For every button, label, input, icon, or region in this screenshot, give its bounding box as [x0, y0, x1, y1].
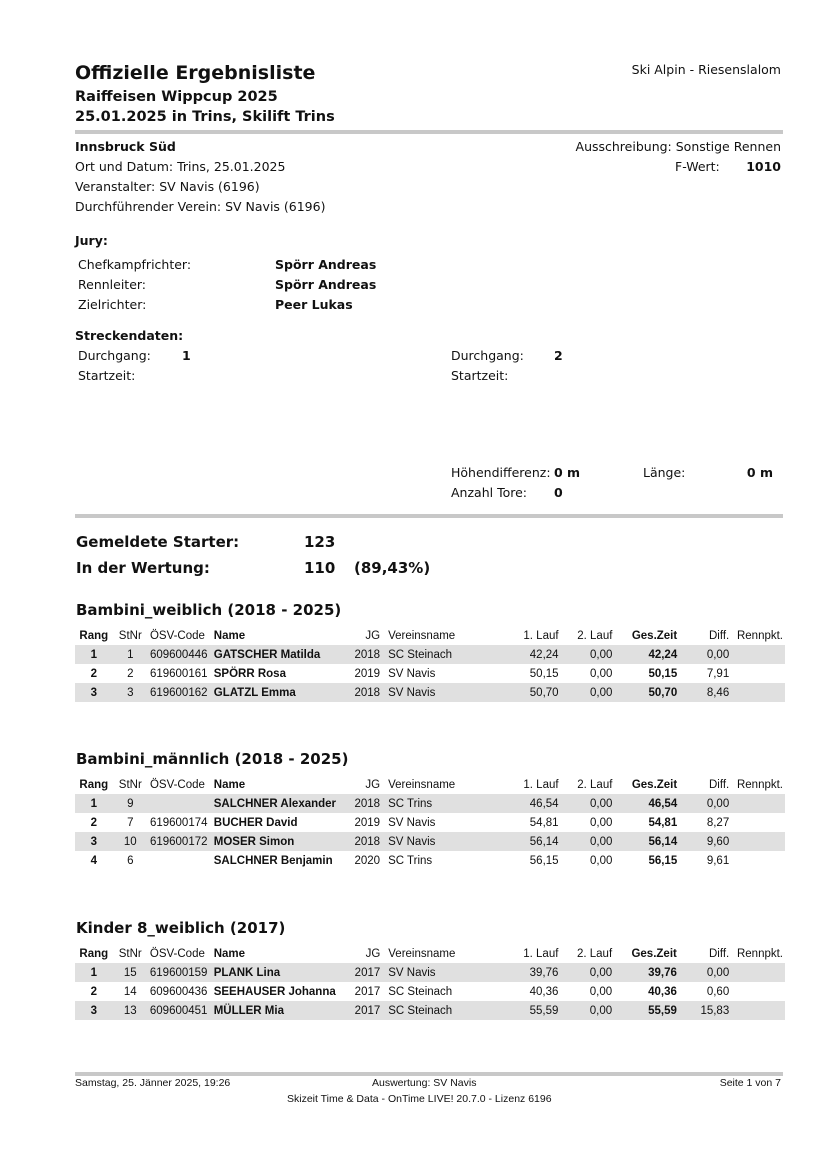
athlete-name: GLATZL Emma — [212, 683, 350, 702]
discipline: Ski Alpin - Riesenslalom — [631, 62, 781, 77]
category-title: Bambini_männlich (2018 - 2025) — [76, 750, 349, 768]
table-row — [75, 813, 785, 832]
col-header: Rennpkt. — [736, 630, 783, 642]
oesv-code: 619600174 — [149, 816, 208, 829]
oesv-code: 619600172 — [148, 832, 212, 851]
oesv-code: 619600162 — [148, 683, 212, 702]
footer-page-number: Seite 1 von 7 — [719, 1077, 781, 1089]
diff: 7,91 — [706, 667, 730, 680]
jahrgang: 2020 — [354, 854, 381, 867]
col-header: StNr — [118, 630, 142, 642]
diff: 0,00 — [679, 645, 731, 664]
table-row — [75, 832, 785, 851]
col-header: JG — [365, 630, 381, 642]
lauf2-time: 0,00 — [590, 667, 613, 680]
lauf1-time: 46,54 — [488, 794, 561, 813]
startnummer: 2 — [127, 667, 134, 680]
durchgang1-label: Durchgang: — [78, 348, 151, 363]
table-row — [75, 963, 785, 982]
total-time: 54,81 — [648, 816, 678, 829]
vereinsname: SC Trins — [382, 794, 488, 813]
header-divider — [75, 130, 783, 134]
diff: 0,60 — [706, 985, 730, 998]
col-header: Ges.Zeit — [631, 779, 678, 791]
col-header: ÖSV-Code — [149, 948, 205, 960]
jahrgang: 2018 — [350, 832, 382, 851]
vereinsname: SC Trins — [388, 854, 433, 867]
diff: 9,61 — [706, 854, 730, 867]
col-header: Rennpkt. — [736, 779, 783, 791]
table-row — [75, 683, 785, 702]
col-header: Name — [213, 630, 246, 642]
jahrgang: 2019 — [354, 667, 381, 680]
ort-datum: Ort und Datum: Trins, 25.01.2025 — [75, 159, 286, 174]
jury-role: Zielrichter: — [78, 297, 147, 312]
total-time: 40,36 — [648, 985, 677, 998]
jahrgang: 2017 — [354, 985, 381, 998]
startzeit2-label: Startzeit: — [451, 368, 509, 383]
vereinsname: SC Steinach — [382, 645, 488, 664]
total-time: 42,24 — [614, 645, 679, 664]
rang: 2 — [90, 985, 97, 998]
table-header-row — [75, 945, 785, 963]
col-header: Vereinsname — [388, 779, 456, 791]
col-header: JG — [365, 779, 381, 791]
startzeit1-label: Startzeit: — [78, 368, 136, 383]
rennpunkte — [731, 664, 785, 683]
rennpunkte — [731, 813, 785, 832]
region: Innsbruck Süd — [75, 139, 176, 154]
total-time: 46,54 — [614, 794, 679, 813]
results-table — [75, 945, 785, 1020]
document-title: Offizielle Ergebnisliste — [75, 62, 316, 84]
vereinsname: SV Navis — [388, 667, 436, 680]
col-header: Rang — [79, 630, 109, 642]
jury-name: Spörr Andreas — [275, 257, 377, 272]
rang: 3 — [75, 832, 113, 851]
vereinsname: SC Steinach — [388, 985, 453, 998]
rennpunkte — [731, 963, 785, 982]
lauf1-time: 50,15 — [529, 667, 559, 680]
jury-role: Rennleiter: — [78, 277, 147, 292]
rennpunkte — [731, 982, 785, 1001]
lauf2-time: 0,00 — [561, 832, 615, 851]
table-header-row — [75, 776, 785, 794]
jahrgang: 2018 — [350, 794, 382, 813]
diff: 8,27 — [706, 816, 730, 829]
laenge-value: 0 m — [746, 465, 773, 480]
category-title: Bambini_weiblich (2018 - 2025) — [76, 601, 342, 619]
table-row — [75, 851, 785, 870]
startnummer: 9 — [113, 794, 148, 813]
footer-datetime: Samstag, 25. Jänner 2025, 19:26 — [75, 1077, 231, 1089]
total-time: 55,59 — [614, 1001, 679, 1020]
lauf1-time: 42,24 — [488, 645, 561, 664]
col-header: Diff. — [708, 779, 730, 791]
oesv-code: 609600446 — [148, 645, 212, 664]
tore-value: 0 — [554, 485, 563, 500]
rennpunkte — [731, 683, 785, 702]
col-header: Rang — [79, 779, 109, 791]
footer-auswertung: Auswertung: SV Navis — [372, 1077, 477, 1089]
starter-label: Gemeldete Starter: — [76, 533, 240, 551]
col-header: 1. Lauf — [523, 948, 559, 960]
col-header: StNr — [118, 779, 142, 791]
lauf2-time: 0,00 — [561, 794, 615, 813]
lauf2-time: 0,00 — [561, 645, 615, 664]
diff: 8,46 — [679, 683, 731, 702]
rang: 2 — [90, 816, 97, 829]
jury-name: Spörr Andreas — [275, 277, 377, 292]
oesv-code: 609600451 — [148, 1001, 212, 1020]
results-table — [75, 776, 785, 870]
rang: 1 — [75, 794, 113, 813]
col-header: Name — [213, 779, 246, 791]
total-time: 50,70 — [614, 683, 679, 702]
durchgang1-value: 1 — [182, 348, 191, 363]
rennpunkte — [731, 851, 785, 870]
startnummer: 3 — [113, 683, 148, 702]
startnummer: 6 — [127, 854, 134, 867]
col-header: Diff. — [708, 948, 730, 960]
jahrgang: 2017 — [350, 963, 382, 982]
lauf1-time: 56,14 — [488, 832, 561, 851]
athlete-name: SALCHNER Benjamin — [213, 854, 333, 867]
starter-value: 123 — [304, 533, 336, 551]
col-header: 2. Lauf — [577, 630, 613, 642]
athlete-name: SPÖRR Rosa — [213, 667, 286, 680]
rennpunkte — [731, 1001, 785, 1020]
col-header: 1. Lauf — [523, 779, 559, 791]
total-time: 56,14 — [614, 832, 679, 851]
rennpunkte — [731, 794, 785, 813]
athlete-name: SEEHAUSER Johanna — [213, 985, 336, 998]
athlete-name: SALCHNER Alexander — [212, 794, 351, 813]
col-header: 1. Lauf — [523, 630, 559, 642]
col-header: 2. Lauf — [577, 779, 613, 791]
rang: 3 — [75, 683, 113, 702]
diff: 15,83 — [679, 1001, 731, 1020]
lauf2-time: 0,00 — [590, 854, 613, 867]
col-header: Name — [213, 948, 246, 960]
durchgang2-value: 2 — [554, 348, 563, 363]
diff: 0,00 — [679, 794, 731, 813]
wertung-label: In der Wertung: — [76, 559, 210, 577]
startnummer: 15 — [113, 963, 148, 982]
wertung-value: 110 — [304, 559, 336, 577]
lauf1-time: 39,76 — [488, 963, 561, 982]
jahrgang: 2018 — [350, 645, 382, 664]
col-header: 2. Lauf — [576, 948, 613, 960]
lauf2-time: 0,00 — [590, 816, 613, 829]
vereinsname: SC Steinach — [382, 1001, 487, 1020]
col-header: ÖSV-Code — [149, 779, 205, 791]
athlete-name: MOSER Simon — [212, 832, 351, 851]
vereinsname: SV Navis — [382, 683, 488, 702]
fwert-label: F-Wert: — [675, 159, 720, 174]
jury-title: Jury: — [75, 233, 108, 248]
summary-divider — [75, 514, 783, 518]
rang: 1 — [75, 963, 113, 982]
jahrgang: 2018 — [350, 683, 382, 702]
jahrgang: 2017 — [350, 1001, 382, 1020]
footer-divider — [75, 1072, 783, 1076]
hoehendifferenz-value: 0 m — [554, 465, 581, 480]
oesv-code — [148, 794, 212, 813]
lauf1-time: 56,15 — [529, 854, 559, 867]
col-header: Diff. — [708, 630, 730, 642]
col-header: StNr — [118, 948, 142, 960]
vereinsname: SV Navis — [382, 963, 487, 982]
total-time: 56,15 — [648, 854, 678, 867]
oesv-code: 619600161 — [149, 667, 208, 680]
table-row — [75, 1001, 785, 1020]
rennpunkte — [731, 832, 785, 851]
fwert-value: 1010 — [746, 159, 781, 174]
lauf1-time: 54,81 — [529, 816, 559, 829]
vereinsname: SV Navis — [382, 832, 488, 851]
diff: 0,00 — [679, 963, 731, 982]
oesv-code: 619600159 — [148, 963, 212, 982]
oesv-code — [148, 851, 212, 870]
col-header: Vereinsname — [388, 630, 456, 642]
athlete-name: GATSCHER Matilda — [212, 645, 350, 664]
col-header: ÖSV-Code — [149, 630, 205, 642]
startnummer: 14 — [123, 985, 137, 998]
event-date-place: 25.01.2025 in Trins, Skilift Trins — [75, 109, 335, 125]
ausschreibung: Ausschreibung: Sonstige Rennen — [575, 139, 781, 154]
veranstalter: Veranstalter: SV Navis (6196) — [75, 179, 260, 194]
table-row — [75, 645, 785, 664]
oesv-code: 609600436 — [149, 985, 208, 998]
lauf1-time: 55,59 — [488, 1001, 561, 1020]
vereinsname: SV Navis — [388, 816, 436, 829]
event-name: Raiffeisen Wippcup 2025 — [75, 89, 278, 105]
durchgang2-label: Durchgang: — [451, 348, 524, 363]
strecke-title: Streckendaten: — [75, 328, 184, 343]
jury-name: Peer Lukas — [275, 297, 353, 312]
startnummer: 10 — [113, 832, 148, 851]
table-row — [75, 664, 785, 683]
jury-role: Chefkampfrichter: — [78, 257, 192, 272]
rang: 1 — [75, 645, 113, 664]
startnummer: 7 — [127, 816, 134, 829]
col-header: Ges.Zeit — [631, 948, 677, 960]
jahrgang: 2019 — [354, 816, 381, 829]
lauf2-time: 0,00 — [589, 985, 613, 998]
total-time: 50,15 — [648, 667, 678, 680]
wertung-percent: (89,43%) — [354, 559, 431, 577]
rang: 4 — [90, 854, 97, 867]
durchfuehrender-verein: Durchführender Verein: SV Navis (6196) — [75, 199, 326, 214]
startnummer: 13 — [113, 1001, 148, 1020]
col-header: JG — [365, 948, 381, 960]
results-table — [75, 627, 785, 702]
athlete-name: PLANK Lina — [212, 963, 351, 982]
lauf1-time: 50,70 — [488, 683, 561, 702]
footer-software: Skizeit Time & Data - OnTime LIVE! 20.7.0 - Lizenz 6196 — [287, 1093, 552, 1105]
lauf2-time: 0,00 — [561, 683, 615, 702]
laenge-label: Länge: — [643, 465, 686, 480]
col-header: Rang — [79, 948, 109, 960]
athlete-name: MÜLLER Mia — [212, 1001, 351, 1020]
startnummer: 1 — [113, 645, 148, 664]
total-time: 39,76 — [614, 963, 679, 982]
hoehendifferenz-label: Höhendifferenz: — [451, 465, 551, 480]
lauf1-time: 40,36 — [529, 985, 559, 998]
table-header-row — [75, 627, 785, 645]
col-header: Ges.Zeit — [631, 630, 678, 642]
category-title: Kinder 8_weiblich (2017) — [76, 919, 286, 937]
diff: 9,60 — [679, 832, 731, 851]
col-header: Vereinsname — [388, 948, 456, 960]
lauf2-time: 0,00 — [560, 1001, 614, 1020]
table-row — [75, 982, 785, 1001]
lauf2-time: 0,00 — [560, 963, 614, 982]
rang: 2 — [90, 667, 97, 680]
rang: 3 — [75, 1001, 113, 1020]
table-row — [75, 794, 785, 813]
col-header: Rennpkt. — [736, 948, 783, 960]
athlete-name: BUCHER David — [213, 816, 298, 829]
rennpunkte — [731, 645, 785, 664]
tore-label: Anzahl Tore: — [451, 485, 527, 500]
